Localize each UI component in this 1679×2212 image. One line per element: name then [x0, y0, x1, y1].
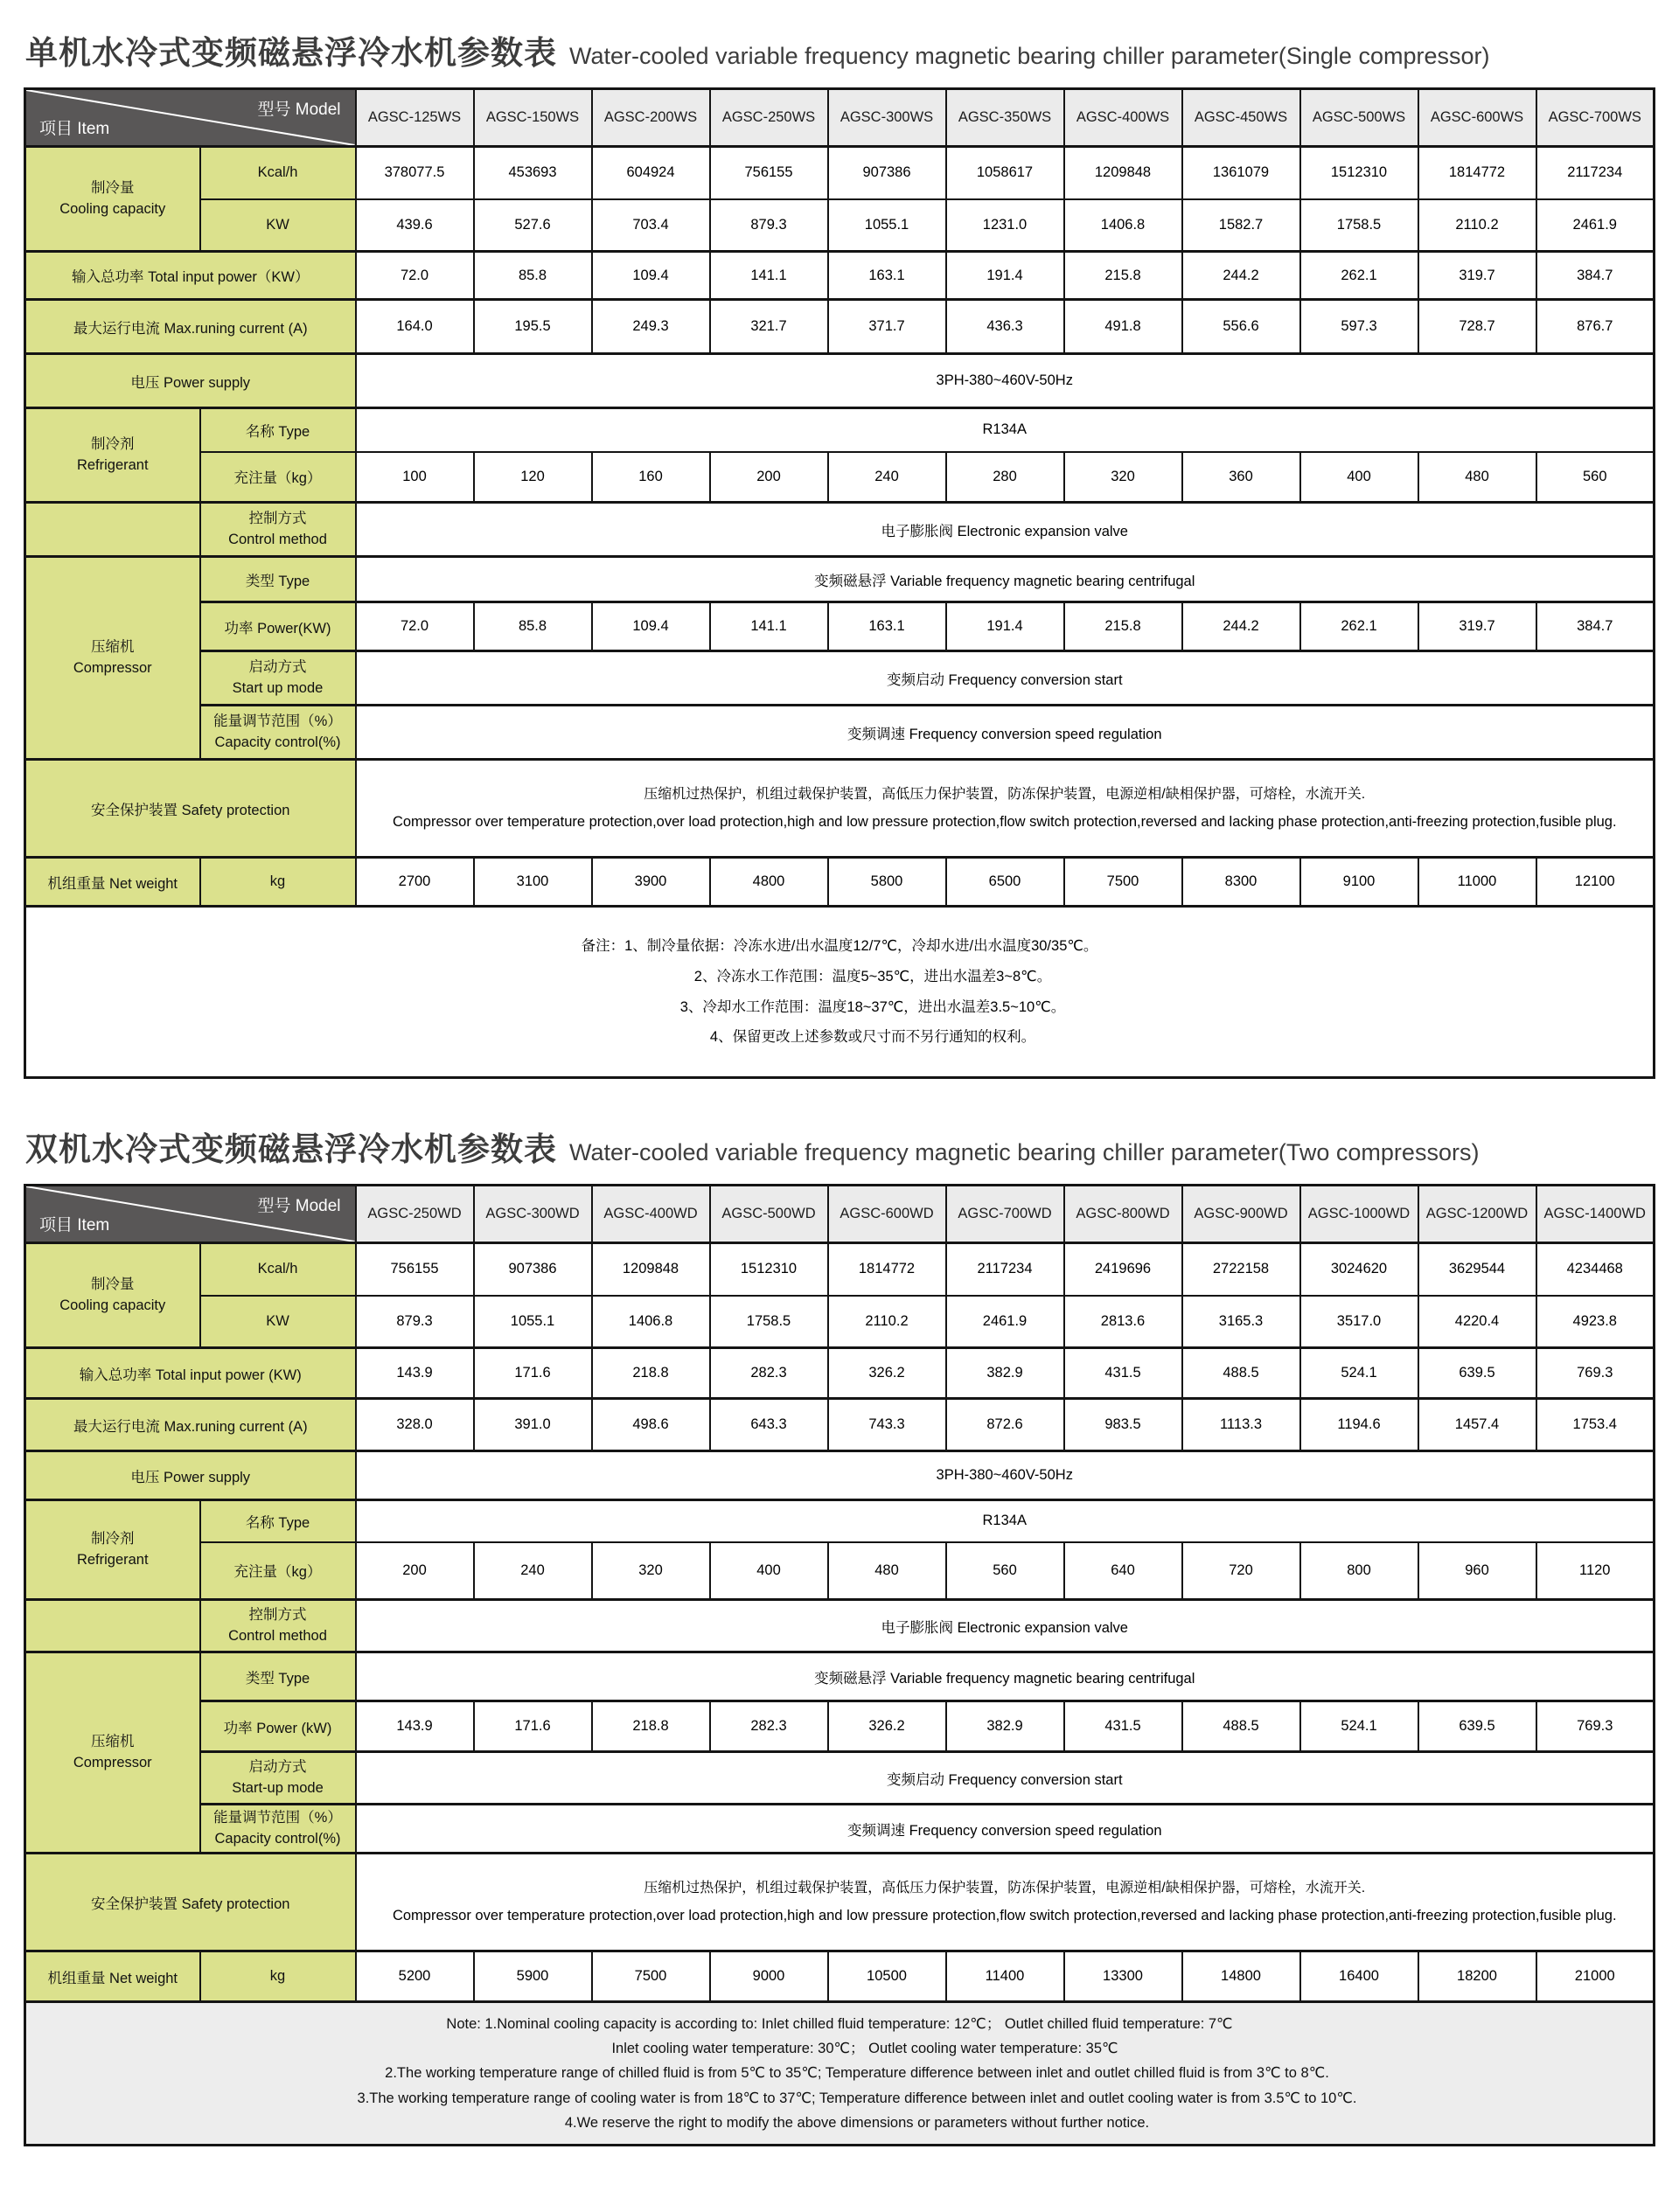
control-method-row [25, 1600, 1655, 1652]
value-cell: 319.7 [1418, 602, 1536, 651]
value-cell: 9100 [1300, 858, 1418, 907]
value-cell: 879.3 [710, 199, 828, 252]
value-cell: 1231.0 [946, 199, 1064, 252]
value-cell: 240 [828, 452, 946, 503]
compressor-type-row [25, 1652, 1655, 1701]
refrigerant-type-value: R134A [356, 1500, 1655, 1542]
value-cell: 431.5 [1064, 1348, 1182, 1399]
value-cell: 907386 [474, 1243, 592, 1296]
value-cell: 1814772 [1418, 147, 1536, 199]
value-cell: 6500 [946, 858, 1064, 907]
model-header-cell: AGSC-200WS [592, 89, 710, 147]
compressor-type-row [25, 557, 1655, 602]
table2-title [25, 1123, 1655, 1170]
value-cell: 326.2 [828, 1701, 946, 1752]
value-cell: 639.5 [1418, 1348, 1536, 1399]
note-line: 3.The working temperature range of cooling water is from 18℃ to 37℃; Temperature difference between inlet and outlet cooling water is from 3.5℃ to 10℃. [357, 2090, 1357, 2106]
value-cell: 879.3 [356, 1296, 474, 1348]
value-cell: 262.1 [1300, 602, 1418, 651]
value-cell: 769.3 [1536, 1701, 1655, 1752]
two-compressor-table [24, 1184, 1655, 2146]
value-cell: 756155 [710, 147, 828, 199]
startup-mode-label: 启动方式 Start-up mode [200, 1752, 356, 1805]
value-cell: 524.1 [1300, 1701, 1418, 1752]
corner-item-label: 项目 Item [39, 120, 110, 138]
value-cell: 262.1 [1300, 252, 1418, 300]
startup-mode-label: 启动方式 Start up mode [200, 651, 356, 706]
notes-row [25, 907, 1655, 1078]
model-header-cell: AGSC-1400WD [1536, 1186, 1655, 1243]
value-cell: 360 [1182, 452, 1300, 503]
model-header-cell: AGSC-400WD [592, 1186, 710, 1243]
value-cell: 720 [1182, 1542, 1300, 1600]
value-cell: 384.7 [1536, 252, 1655, 300]
value-cell: 488.5 [1182, 1701, 1300, 1752]
table2-title-en: Water-cooled variable frequency magnetic bearing chiller parameter(Two compressors) [569, 1139, 1480, 1165]
capacity-control-row [25, 1805, 1655, 1854]
value-cell: 321.7 [710, 300, 828, 354]
value-cell: 384.7 [1536, 602, 1655, 651]
safety-protection-label: 安全保护装置 Safety protection [25, 1854, 356, 1951]
value-cell: 13300 [1064, 1951, 1182, 2002]
model-header-cell: AGSC-125WS [356, 89, 474, 147]
value-cell: 597.3 [1300, 300, 1418, 354]
value-cell: 1361079 [1182, 147, 1300, 199]
compressor-power-label: 功率 Power (kW) [200, 1701, 356, 1752]
value-cell: 371.7 [828, 300, 946, 354]
input-power-row [25, 1348, 1655, 1399]
power-supply-label: 电压 Power supply [25, 1451, 356, 1500]
value-cell: 2722158 [1182, 1243, 1300, 1296]
value-cell: 141.1 [710, 602, 828, 651]
kw-label: KW [200, 199, 356, 252]
value-cell: 2461.9 [946, 1296, 1064, 1348]
value-cell: 171.6 [474, 1701, 592, 1752]
value-cell: 5800 [828, 858, 946, 907]
model-header-cell: AGSC-1200WD [1418, 1186, 1536, 1243]
value-cell: 191.4 [946, 252, 1064, 300]
control-method-spacer [25, 503, 200, 557]
control-method-value: 电子膨胀阀 Electronic expansion valve [356, 503, 1655, 557]
value-cell: 2117234 [946, 1243, 1064, 1296]
value-cell: 215.8 [1064, 602, 1182, 651]
refrigerant-type-value: R134A [356, 408, 1655, 452]
value-cell: 244.2 [1182, 602, 1300, 651]
header-row [25, 89, 1655, 147]
power-supply-value: 3PH-380~460V-50Hz [356, 1451, 1655, 1500]
model-header-cell: AGSC-350WS [946, 89, 1064, 147]
kw-row [25, 1296, 1655, 1348]
safety-protection-value: 压缩机过热保护，机组过载保护装置，高低压力保护装置，防冻保护装置，电源逆相/缺相保护器，可熔栓，水流开关. Compressor over temperature protection,over load protection,high and low pressure protection,flow switch protection,reversed and lacking phase protection,anti-freezing protection,fusible plug. [356, 760, 1655, 858]
value-cell: 2700 [356, 858, 474, 907]
value-cell: 282.3 [710, 1348, 828, 1399]
value-cell: 200 [356, 1542, 474, 1600]
kcal-row [25, 147, 1655, 199]
compressor-type-value: 变频磁悬浮 Variable frequency magnetic bearing centrifugal [356, 557, 1655, 602]
charge-label: 充注量（kg） [200, 452, 356, 503]
net-weight-label: 机组重量 Net weight [25, 858, 200, 907]
value-cell: 160 [592, 452, 710, 503]
value-cell: 2419696 [1064, 1243, 1182, 1296]
value-cell: 382.9 [946, 1701, 1064, 1752]
safety-protection-value: 压缩机过热保护，机组过载保护装置，高低压力保护装置，防冻保护装置，电源逆相/缺相保护器，可熔栓，水流开关. Compressor over temperature protection,over load protection,high and low pressure protection,flow switch protection,reversed and lacking phase protection,anti-freezing protection,fusible plug. [356, 1854, 1655, 1951]
model-header-cell: AGSC-1000WD [1300, 1186, 1418, 1243]
value-cell: 480 [828, 1542, 946, 1600]
value-cell: 3517.0 [1300, 1296, 1418, 1348]
value-cell: 480 [1418, 452, 1536, 503]
compressor-power-row [25, 1701, 1655, 1752]
value-cell: 164.0 [356, 300, 474, 354]
capacity-control-row [25, 706, 1655, 760]
table1-title [25, 26, 1655, 73]
value-cell: 11000 [1418, 858, 1536, 907]
value-cell: 1209848 [592, 1243, 710, 1296]
model-header-cell: AGSC-600WS [1418, 89, 1536, 147]
value-cell: 1758.5 [1300, 199, 1418, 252]
refrigerant-label: 制冷剂 Refrigerant [25, 1500, 200, 1600]
table2-notes [25, 2002, 1655, 2146]
input-power-label: 输入总功率 Total input power（KW） [25, 252, 356, 300]
value-cell: 1512310 [710, 1243, 828, 1296]
kw-label: KW [200, 1296, 356, 1348]
value-cell: 244.2 [1182, 252, 1300, 300]
control-method-spacer [25, 1600, 200, 1652]
model-header-cell: AGSC-150WS [474, 89, 592, 147]
value-cell: 1758.5 [710, 1296, 828, 1348]
value-cell: 16400 [1300, 1951, 1418, 2002]
corner-item-label: 项目 Item [39, 1216, 110, 1235]
compressor-label: 压缩机 Compressor [25, 557, 200, 760]
value-cell: 2461.9 [1536, 199, 1655, 252]
net-weight-row [25, 1951, 1655, 2002]
value-cell: 556.6 [1182, 300, 1300, 354]
model-header-cell: AGSC-900WD [1182, 1186, 1300, 1243]
value-cell: 498.6 [592, 1399, 710, 1451]
value-cell: 282.3 [710, 1701, 828, 1752]
value-cell: 5200 [356, 1951, 474, 2002]
section-gap [24, 1079, 1655, 1119]
note-line: Note: 1.Nominal cooling capacity is according to: Inlet chilled fluid temperature: 12℃； Outlet chilled fluid temperature: 7℃ [446, 2015, 1233, 2032]
control-method-label: 控制方式 Control method [200, 503, 356, 557]
model-header-cell: AGSC-250WD [356, 1186, 474, 1243]
value-cell: 18200 [1418, 1951, 1536, 2002]
value-cell: 2117234 [1536, 147, 1655, 199]
table1-title-en: Water-cooled variable frequency magnetic bearing chiller parameter(Single compressor) [569, 43, 1490, 69]
value-cell: 85.8 [474, 252, 592, 300]
value-cell: 728.7 [1418, 300, 1536, 354]
value-cell: 1209848 [1064, 147, 1182, 199]
value-cell: 320 [1064, 452, 1182, 503]
value-cell: 100 [356, 452, 474, 503]
cooling-capacity-label: 制冷量 Cooling capacity [25, 1243, 200, 1348]
value-cell: 326.2 [828, 1348, 946, 1399]
cooling-capacity-label: 制冷量 Cooling capacity [25, 147, 200, 252]
value-cell: 400 [710, 1542, 828, 1600]
model-header-cell: AGSC-500WD [710, 1186, 828, 1243]
capacity-control-value: 变频调速 Frequency conversion speed regulation [356, 706, 1655, 760]
model-header-cell: AGSC-300WD [474, 1186, 592, 1243]
value-cell: 3629544 [1418, 1243, 1536, 1296]
value-cell: 872.6 [946, 1399, 1064, 1451]
startup-mode-row [25, 651, 1655, 706]
table2-title-zh: 双机水冷式变频磁悬浮冷水机参数表 [25, 1131, 557, 1167]
model-header-cell: AGSC-500WS [1300, 89, 1418, 147]
value-cell: 439.6 [356, 199, 474, 252]
value-cell: 876.7 [1536, 300, 1655, 354]
model-header-cell: AGSC-700WD [946, 1186, 1064, 1243]
value-cell: 488.5 [1182, 1348, 1300, 1399]
value-cell: 1120 [1536, 1542, 1655, 1600]
value-cell: 1055.1 [828, 199, 946, 252]
value-cell: 9000 [710, 1951, 828, 2002]
value-cell: 431.5 [1064, 1701, 1182, 1752]
value-cell: 743.3 [828, 1399, 946, 1451]
value-cell: 191.4 [946, 602, 1064, 651]
compressor-type-label: 类型 Type [200, 557, 356, 602]
note-line: 2、冷冻水工作范围：温度5~35℃，进出水温差3~8℃。 [693, 968, 1052, 984]
value-cell: 524.1 [1300, 1348, 1418, 1399]
value-cell: 391.0 [474, 1399, 592, 1451]
net-weight-label: 机组重量 Net weight [25, 1951, 200, 2002]
max-current-label: 最大运行电流 Max.runing current (A) [25, 1399, 356, 1451]
model-header-cell: AGSC-250WS [710, 89, 828, 147]
value-cell: 2813.6 [1064, 1296, 1182, 1348]
note-line: 2.The working temperature range of chilled fluid is from 5℃ to 35℃; Temperature difference between inlet and outlet chilled fluid is from 3℃ to 8℃. [385, 2065, 1329, 2082]
value-cell: 382.9 [946, 1348, 1064, 1399]
model-header-cell: AGSC-400WS [1064, 89, 1182, 147]
value-cell: 1582.7 [1182, 199, 1300, 252]
value-cell: 2110.2 [1418, 199, 1536, 252]
kw-row [25, 199, 1655, 252]
value-cell: 4800 [710, 858, 828, 907]
value-cell: 240 [474, 1542, 592, 1600]
value-cell: 215.8 [1064, 252, 1182, 300]
value-cell: 200 [710, 452, 828, 503]
value-cell: 491.8 [1064, 300, 1182, 354]
value-cell: 3100 [474, 858, 592, 907]
corner-header-cell [25, 1186, 356, 1243]
value-cell: 143.9 [356, 1701, 474, 1752]
value-cell: 2110.2 [828, 1296, 946, 1348]
model-header-cell: AGSC-600WD [828, 1186, 946, 1243]
value-cell: 756155 [356, 1243, 474, 1296]
corner-model-label: 型号 Model [257, 101, 341, 119]
refrigerant-type-row [25, 1500, 1655, 1542]
value-cell: 1406.8 [592, 1296, 710, 1348]
value-cell: 769.3 [1536, 1348, 1655, 1399]
value-cell: 1113.3 [1182, 1399, 1300, 1451]
value-cell: 171.6 [474, 1348, 592, 1399]
value-cell: 378077.5 [356, 147, 474, 199]
value-cell: 4923.8 [1536, 1296, 1655, 1348]
value-cell: 249.3 [592, 300, 710, 354]
kcal-label: Kcal/h [200, 147, 356, 199]
compressor-type-value: 变频磁悬浮 Variable frequency magnetic bearing centrifugal [356, 1652, 1655, 1701]
value-cell: 141.1 [710, 252, 828, 300]
refrigerant-type-row [25, 408, 1655, 452]
note-line: 3、冷却水工作范围：温度18~37℃，进出水温差3.5~10℃。 [679, 998, 1066, 1015]
value-cell: 10500 [828, 1951, 946, 2002]
control-method-label: 控制方式 Control method [200, 1600, 356, 1652]
model-header-cell: AGSC-800WD [1064, 1186, 1182, 1243]
input-power-label: 输入总功率 Total input power (KW) [25, 1348, 356, 1399]
note-line: 4、保留更改上述参数或尺寸而不另行通知的权利。 [709, 1029, 1036, 1046]
value-cell: 4234468 [1536, 1243, 1655, 1296]
value-cell: 120 [474, 452, 592, 503]
control-method-value: 电子膨胀阀 Electronic expansion valve [356, 1600, 1655, 1652]
value-cell: 604924 [592, 147, 710, 199]
value-cell: 5900 [474, 1951, 592, 2002]
value-cell: 109.4 [592, 602, 710, 651]
compressor-type-label: 类型 Type [200, 1652, 356, 1701]
compressor-label: 压缩机 Compressor [25, 1652, 200, 1854]
value-cell: 21000 [1536, 1951, 1655, 2002]
value-cell: 3900 [592, 858, 710, 907]
corner-header-cell [25, 89, 356, 147]
value-cell: 11400 [946, 1951, 1064, 2002]
value-cell: 800 [1300, 1542, 1418, 1600]
value-cell: 640 [1064, 1542, 1182, 1600]
value-cell: 143.9 [356, 1348, 474, 1399]
kcal-label: Kcal/h [200, 1243, 356, 1296]
value-cell: 983.5 [1064, 1399, 1182, 1451]
value-cell: 320 [592, 1542, 710, 1600]
capacity-control-label: 能量调节范围（%） Capacity control(%) [200, 1805, 356, 1854]
model-header-cell: AGSC-300WS [828, 89, 946, 147]
corner-model-label: 型号 Model [257, 1197, 341, 1215]
value-cell: 218.8 [592, 1348, 710, 1399]
net-weight-row [25, 858, 1655, 907]
value-cell: 1753.4 [1536, 1399, 1655, 1451]
value-cell: 163.1 [828, 252, 946, 300]
value-cell: 639.5 [1418, 1701, 1536, 1752]
value-cell: 907386 [828, 147, 946, 199]
charge-row [25, 1542, 1655, 1600]
power-supply-row [25, 1451, 1655, 1500]
compressor-power-label: 功率 Power(KW) [200, 602, 356, 651]
value-cell: 960 [1418, 1542, 1536, 1600]
startup-mode-value: 变频启动 Frequency conversion start [356, 1752, 1655, 1805]
max-current-row [25, 1399, 1655, 1451]
value-cell: 560 [946, 1542, 1064, 1600]
charge-row [25, 452, 1655, 503]
value-cell: 319.7 [1418, 252, 1536, 300]
value-cell: 3024620 [1300, 1243, 1418, 1296]
capacity-control-label: 能量调节范围（%） Capacity control(%) [200, 706, 356, 760]
value-cell: 72.0 [356, 252, 474, 300]
notes-row [25, 2002, 1655, 2146]
single-compressor-table [24, 87, 1655, 1079]
safety-protection-label: 安全保护装置 Safety protection [25, 760, 356, 858]
net-weight-unit: kg [200, 1951, 356, 2002]
net-weight-unit: kg [200, 858, 356, 907]
value-cell: 643.3 [710, 1399, 828, 1451]
value-cell: 195.5 [474, 300, 592, 354]
value-cell: 328.0 [356, 1399, 474, 1451]
value-cell: 1457.4 [1418, 1399, 1536, 1451]
value-cell: 12100 [1536, 858, 1655, 907]
safety-protection-row [25, 1854, 1655, 1951]
control-method-row [25, 503, 1655, 557]
value-cell: 85.8 [474, 602, 592, 651]
refrigerant-label: 制冷剂 Refrigerant [25, 408, 200, 503]
max-current-label: 最大运行电流 Max.runing current (A) [25, 300, 356, 354]
note-line: 4.We reserve the right to modify the above dimensions or parameters without further notice. [564, 2115, 1150, 2132]
table1-title-zh: 单机水冷式变频磁悬浮冷水机参数表 [25, 35, 557, 71]
header-row [25, 1186, 1655, 1243]
value-cell: 163.1 [828, 602, 946, 651]
value-cell: 560 [1536, 452, 1655, 503]
safety-protection-row [25, 760, 1655, 858]
power-supply-value: 3PH-380~460V-50Hz [356, 354, 1655, 408]
compressor-power-row [25, 602, 1655, 651]
value-cell: 109.4 [592, 252, 710, 300]
refrigerant-type-label: 名称 Type [200, 1500, 356, 1542]
value-cell: 1194.6 [1300, 1399, 1418, 1451]
power-supply-row [25, 354, 1655, 408]
value-cell: 1512310 [1300, 147, 1418, 199]
value-cell: 280 [946, 452, 1064, 503]
value-cell: 3165.3 [1182, 1296, 1300, 1348]
note-line: Inlet cooling water temperature: 30℃； Outlet cooling water temperature: 35℃ [611, 2040, 1118, 2056]
startup-mode-row [25, 1752, 1655, 1805]
note-line: 备注：1、制冷量依据：冷冻水进/出水温度12/7℃，冷却水进/出水温度30/35℃。 [581, 938, 1098, 955]
refrigerant-type-label: 名称 Type [200, 408, 356, 452]
input-power-row [25, 252, 1655, 300]
value-cell: 218.8 [592, 1701, 710, 1752]
value-cell: 7500 [1064, 858, 1182, 907]
model-header-cell: AGSC-700WS [1536, 89, 1655, 147]
kcal-row [25, 1243, 1655, 1296]
value-cell: 400 [1300, 452, 1418, 503]
value-cell: 72.0 [356, 602, 474, 651]
model-header-cell: AGSC-450WS [1182, 89, 1300, 147]
max-current-row [25, 300, 1655, 354]
value-cell: 14800 [1182, 1951, 1300, 2002]
value-cell: 7500 [592, 1951, 710, 2002]
power-supply-label: 电压 Power supply [25, 354, 356, 408]
value-cell: 527.6 [474, 199, 592, 252]
value-cell: 1814772 [828, 1243, 946, 1296]
value-cell: 1406.8 [1064, 199, 1182, 252]
table1-notes [25, 907, 1655, 1078]
capacity-control-value: 变频调速 Frequency conversion speed regulation [356, 1805, 1655, 1854]
charge-label: 充注量（kg） [200, 1542, 356, 1600]
value-cell: 436.3 [946, 300, 1064, 354]
value-cell: 453693 [474, 147, 592, 199]
value-cell: 703.4 [592, 199, 710, 252]
value-cell: 8300 [1182, 858, 1300, 907]
value-cell: 1055.1 [474, 1296, 592, 1348]
value-cell: 1058617 [946, 147, 1064, 199]
value-cell: 4220.4 [1418, 1296, 1536, 1348]
startup-mode-value: 变频启动 Frequency conversion start [356, 651, 1655, 706]
